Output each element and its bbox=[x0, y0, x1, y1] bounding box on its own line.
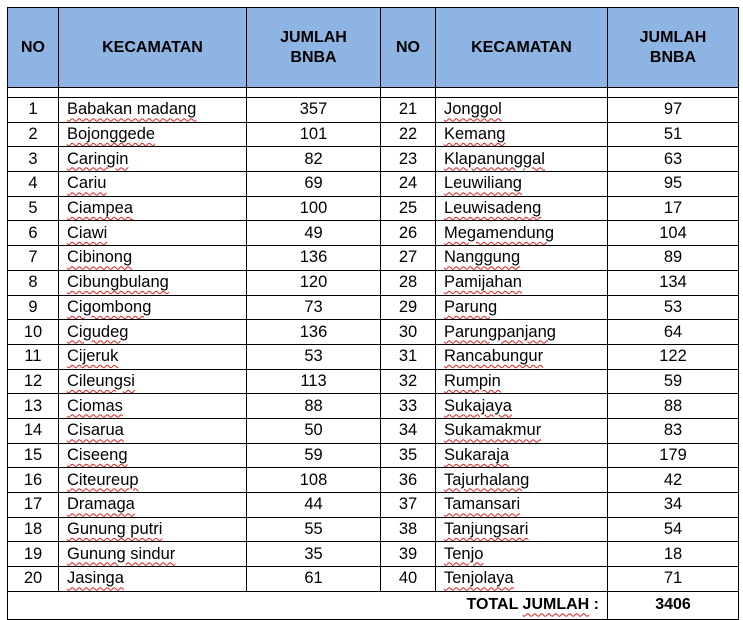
kecamatan-name: Leuwisadeng bbox=[444, 199, 542, 218]
row-kecamatan-left bbox=[59, 122, 247, 147]
row-no-right: 23 bbox=[381, 147, 436, 172]
row-kecamatan-right bbox=[436, 493, 608, 518]
header-no-left: NO bbox=[8, 8, 59, 88]
kecamatan-name: Jasinga bbox=[67, 569, 124, 588]
kecamatan-name: Parungpanjang bbox=[444, 322, 556, 341]
row-jumlah-left: 357 bbox=[247, 98, 381, 123]
kecamatan-name: Tamansari bbox=[444, 495, 521, 514]
kecamatan-name: Ciomas bbox=[67, 396, 123, 415]
row-jumlah-right: 88 bbox=[608, 394, 739, 419]
row-kecamatan-right bbox=[436, 418, 608, 443]
kecamatan-name: Ciawi bbox=[67, 223, 108, 242]
row-kecamatan-right bbox=[436, 542, 608, 567]
table-body bbox=[8, 88, 739, 592]
row-kecamatan-left bbox=[59, 443, 247, 468]
kecamatan-name: Bojonggede bbox=[67, 125, 156, 144]
table-row bbox=[8, 542, 739, 567]
row-jumlah-left: 53 bbox=[247, 344, 381, 369]
row-no-right: 38 bbox=[381, 517, 436, 542]
table-row bbox=[8, 147, 739, 172]
kecamatan-name: Gunung sindur bbox=[67, 544, 176, 563]
row-no-left: 6 bbox=[8, 221, 59, 246]
header-no-right: NO bbox=[381, 8, 436, 88]
row-jumlah-right: 18 bbox=[608, 542, 739, 567]
row-jumlah-right: 89 bbox=[608, 246, 739, 271]
row-jumlah-right: 104 bbox=[608, 221, 739, 246]
row-no-left: 8 bbox=[8, 270, 59, 295]
row-jumlah-left: 44 bbox=[247, 493, 381, 518]
row-no-left: 4 bbox=[8, 172, 59, 197]
table-header bbox=[8, 8, 739, 88]
row-kecamatan-left bbox=[59, 493, 247, 518]
kecamatan-name: Ciseeng bbox=[67, 445, 128, 464]
row-kecamatan-right bbox=[436, 246, 608, 271]
total-label-word2: JUMLAH bbox=[522, 596, 590, 614]
row-jumlah-right: 64 bbox=[608, 320, 739, 345]
row-kecamatan-right bbox=[436, 196, 608, 221]
row-kecamatan-left bbox=[59, 295, 247, 320]
kecamatan-name: Megamendung bbox=[444, 223, 555, 242]
header-jumlah-line1: JUMLAH bbox=[639, 28, 707, 46]
table-row bbox=[8, 295, 739, 320]
kecamatan-name: Pamijahan bbox=[444, 273, 522, 292]
kecamatan-name: Cariu bbox=[67, 174, 107, 193]
table-row bbox=[8, 394, 739, 419]
row-kecamatan-right bbox=[436, 394, 608, 419]
row-jumlah-left: 120 bbox=[247, 270, 381, 295]
row-jumlah-right: 34 bbox=[608, 493, 739, 518]
row-no-left: 3 bbox=[8, 147, 59, 172]
row-no-left: 12 bbox=[8, 369, 59, 394]
row-kecamatan-right bbox=[436, 369, 608, 394]
kecamatan-name: Rumpin bbox=[444, 371, 501, 390]
row-no-right: 36 bbox=[381, 468, 436, 493]
kecamatan-name: Sukamakmur bbox=[444, 421, 542, 440]
row-jumlah-left: 35 bbox=[247, 542, 381, 567]
kecamatan-name: Cileungsi bbox=[67, 371, 135, 390]
kecamatan-name: Sukaraja bbox=[444, 445, 510, 464]
table-row bbox=[8, 369, 739, 394]
row-kecamatan-left bbox=[59, 567, 247, 592]
table-row bbox=[8, 246, 739, 271]
row-no-right: 25 bbox=[381, 196, 436, 221]
row-no-right: 26 bbox=[381, 221, 436, 246]
row-kecamatan-left bbox=[59, 98, 247, 123]
row-jumlah-left: 73 bbox=[247, 295, 381, 320]
row-no-left: 20 bbox=[8, 567, 59, 592]
row-jumlah-left: 88 bbox=[247, 394, 381, 419]
row-jumlah-right: 134 bbox=[608, 270, 739, 295]
row-kecamatan-left bbox=[59, 320, 247, 345]
total-row bbox=[8, 591, 739, 619]
row-jumlah-right: 179 bbox=[608, 443, 739, 468]
kecamatan-name: Leuwiliang bbox=[444, 174, 522, 193]
row-no-left: 5 bbox=[8, 196, 59, 221]
table-row bbox=[8, 567, 739, 592]
row-no-left: 10 bbox=[8, 320, 59, 345]
total-label bbox=[8, 591, 608, 619]
row-jumlah-right: 97 bbox=[608, 98, 739, 123]
row-jumlah-right: 71 bbox=[608, 567, 739, 592]
row-no-right: 24 bbox=[381, 172, 436, 197]
row-no-left: 13 bbox=[8, 394, 59, 419]
row-no-left: 7 bbox=[8, 246, 59, 271]
total-label-colon: : bbox=[593, 596, 599, 614]
table-row bbox=[8, 196, 739, 221]
row-jumlah-right: 122 bbox=[608, 344, 739, 369]
row-no-left: 18 bbox=[8, 517, 59, 542]
row-kecamatan-left bbox=[59, 172, 247, 197]
row-kecamatan-left bbox=[59, 246, 247, 271]
kecamatan-name: Cijeruk bbox=[67, 347, 119, 366]
row-jumlah-left: 108 bbox=[247, 468, 381, 493]
kecamatan-name: Tanjungsari bbox=[444, 520, 529, 539]
row-no-right: 27 bbox=[381, 246, 436, 271]
row-kecamatan-left bbox=[59, 270, 247, 295]
row-jumlah-left: 100 bbox=[247, 196, 381, 221]
row-kecamatan-right bbox=[436, 443, 608, 468]
header-jumlah-right bbox=[608, 8, 739, 88]
row-no-right: 39 bbox=[381, 542, 436, 567]
kecamatan-name: Dramaga bbox=[67, 495, 135, 514]
row-no-left: 14 bbox=[8, 418, 59, 443]
row-jumlah-right: 42 bbox=[608, 468, 739, 493]
row-jumlah-left: 50 bbox=[247, 418, 381, 443]
header-kecamatan-right: KECAMATAN bbox=[436, 8, 608, 88]
row-kecamatan-left bbox=[59, 147, 247, 172]
table-row bbox=[8, 418, 739, 443]
table-row bbox=[8, 122, 739, 147]
row-no-left: 1 bbox=[8, 98, 59, 123]
kecamatan-name: Tenjo bbox=[444, 544, 484, 563]
total-label-word1: TOTAL bbox=[466, 596, 519, 614]
bnba-table-container bbox=[7, 7, 738, 620]
row-kecamatan-left bbox=[59, 394, 247, 419]
bnba-table bbox=[7, 7, 739, 620]
table-row bbox=[8, 493, 739, 518]
row-jumlah-right: 53 bbox=[608, 295, 739, 320]
row-no-right: 21 bbox=[381, 98, 436, 123]
row-jumlah-right: 17 bbox=[608, 196, 739, 221]
header-jumlah-line2: BNBA bbox=[290, 48, 337, 66]
header-jumlah-line1: JUMLAH bbox=[280, 28, 347, 46]
kecamatan-name: Cigombong bbox=[67, 297, 152, 316]
kecamatan-name: Cibinong bbox=[67, 248, 133, 267]
row-no-right: 22 bbox=[381, 122, 436, 147]
kecamatan-name: Gunung putri bbox=[67, 520, 163, 539]
row-no-left: 9 bbox=[8, 295, 59, 320]
row-kecamatan-right bbox=[436, 221, 608, 246]
row-kecamatan-left bbox=[59, 418, 247, 443]
row-kecamatan-right bbox=[436, 270, 608, 295]
row-kecamatan-right bbox=[436, 567, 608, 592]
row-no-right: 30 bbox=[381, 320, 436, 345]
table-row bbox=[8, 517, 739, 542]
row-kecamatan-right bbox=[436, 147, 608, 172]
row-no-left: 15 bbox=[8, 443, 59, 468]
row-no-left: 2 bbox=[8, 122, 59, 147]
kecamatan-name: Parung bbox=[444, 297, 498, 316]
kecamatan-name: Nanggung bbox=[444, 248, 521, 267]
kecamatan-name: Jonggol bbox=[444, 100, 502, 119]
row-no-left: 16 bbox=[8, 468, 59, 493]
row-jumlah-right: 63 bbox=[608, 147, 739, 172]
row-kecamatan-left bbox=[59, 369, 247, 394]
table-row bbox=[8, 221, 739, 246]
row-jumlah-right: 54 bbox=[608, 517, 739, 542]
row-jumlah-left: 113 bbox=[247, 369, 381, 394]
row-kecamatan-left bbox=[59, 517, 247, 542]
row-jumlah-left: 82 bbox=[247, 147, 381, 172]
spacer-row bbox=[8, 88, 739, 98]
row-jumlah-right: 95 bbox=[608, 172, 739, 197]
kecamatan-name: Rancabungur bbox=[444, 347, 544, 366]
row-no-right: 28 bbox=[381, 270, 436, 295]
kecamatan-name: Tajurhalang bbox=[444, 470, 530, 489]
row-kecamatan-left bbox=[59, 542, 247, 567]
row-no-right: 31 bbox=[381, 344, 436, 369]
row-jumlah-left: 61 bbox=[247, 567, 381, 592]
kecamatan-name: Cisarua bbox=[67, 421, 124, 440]
kecamatan-name: Sukajaya bbox=[444, 396, 512, 415]
header-jumlah-line2: BNBA bbox=[649, 48, 697, 66]
row-kecamatan-left bbox=[59, 468, 247, 493]
table-row bbox=[8, 443, 739, 468]
table-row bbox=[8, 320, 739, 345]
row-kecamatan-right bbox=[436, 122, 608, 147]
total-value: 3406 bbox=[608, 591, 739, 619]
row-kecamatan-right bbox=[436, 172, 608, 197]
kecamatan-name: Babakan madang bbox=[67, 100, 197, 119]
row-kecamatan-left bbox=[59, 196, 247, 221]
kecamatan-name: Cibungbulang bbox=[67, 273, 169, 292]
row-no-right: 34 bbox=[381, 418, 436, 443]
row-jumlah-right: 51 bbox=[608, 122, 739, 147]
row-jumlah-left: 69 bbox=[247, 172, 381, 197]
row-kecamatan-right bbox=[436, 98, 608, 123]
row-no-left: 11 bbox=[8, 344, 59, 369]
row-no-right: 40 bbox=[381, 567, 436, 592]
row-kecamatan-left bbox=[59, 221, 247, 246]
row-kecamatan-right bbox=[436, 517, 608, 542]
kecamatan-name: Citeureup bbox=[67, 470, 139, 489]
row-jumlah-left: 101 bbox=[247, 122, 381, 147]
kecamatan-name: Kemang bbox=[444, 125, 506, 144]
row-jumlah-left: 55 bbox=[247, 517, 381, 542]
table-row bbox=[8, 344, 739, 369]
row-kecamatan-right bbox=[436, 320, 608, 345]
row-jumlah-left: 136 bbox=[247, 246, 381, 271]
kecamatan-name: Cigudeg bbox=[67, 322, 129, 341]
table-row bbox=[8, 468, 739, 493]
kecamatan-name: Tenjolaya bbox=[444, 569, 514, 588]
row-no-right: 32 bbox=[381, 369, 436, 394]
header-jumlah-left bbox=[247, 8, 381, 88]
row-no-left: 19 bbox=[8, 542, 59, 567]
row-no-right: 35 bbox=[381, 443, 436, 468]
row-no-right: 29 bbox=[381, 295, 436, 320]
row-kecamatan-left bbox=[59, 344, 247, 369]
row-no-right: 33 bbox=[381, 394, 436, 419]
kecamatan-name: Ciampea bbox=[67, 199, 134, 218]
row-jumlah-left: 59 bbox=[247, 443, 381, 468]
header-kecamatan-left: KECAMATAN bbox=[59, 8, 247, 88]
table-row bbox=[8, 98, 739, 123]
row-jumlah-right: 59 bbox=[608, 369, 739, 394]
row-kecamatan-right bbox=[436, 344, 608, 369]
row-kecamatan-right bbox=[436, 295, 608, 320]
row-jumlah-left: 136 bbox=[247, 320, 381, 345]
row-no-left: 17 bbox=[8, 493, 59, 518]
table-row bbox=[8, 172, 739, 197]
row-jumlah-right: 83 bbox=[608, 418, 739, 443]
kecamatan-name: Klapanunggal bbox=[444, 149, 545, 168]
row-jumlah-left: 49 bbox=[247, 221, 381, 246]
kecamatan-name: Caringin bbox=[67, 149, 129, 168]
row-no-right: 37 bbox=[381, 493, 436, 518]
row-kecamatan-right bbox=[436, 468, 608, 493]
table-row bbox=[8, 270, 739, 295]
